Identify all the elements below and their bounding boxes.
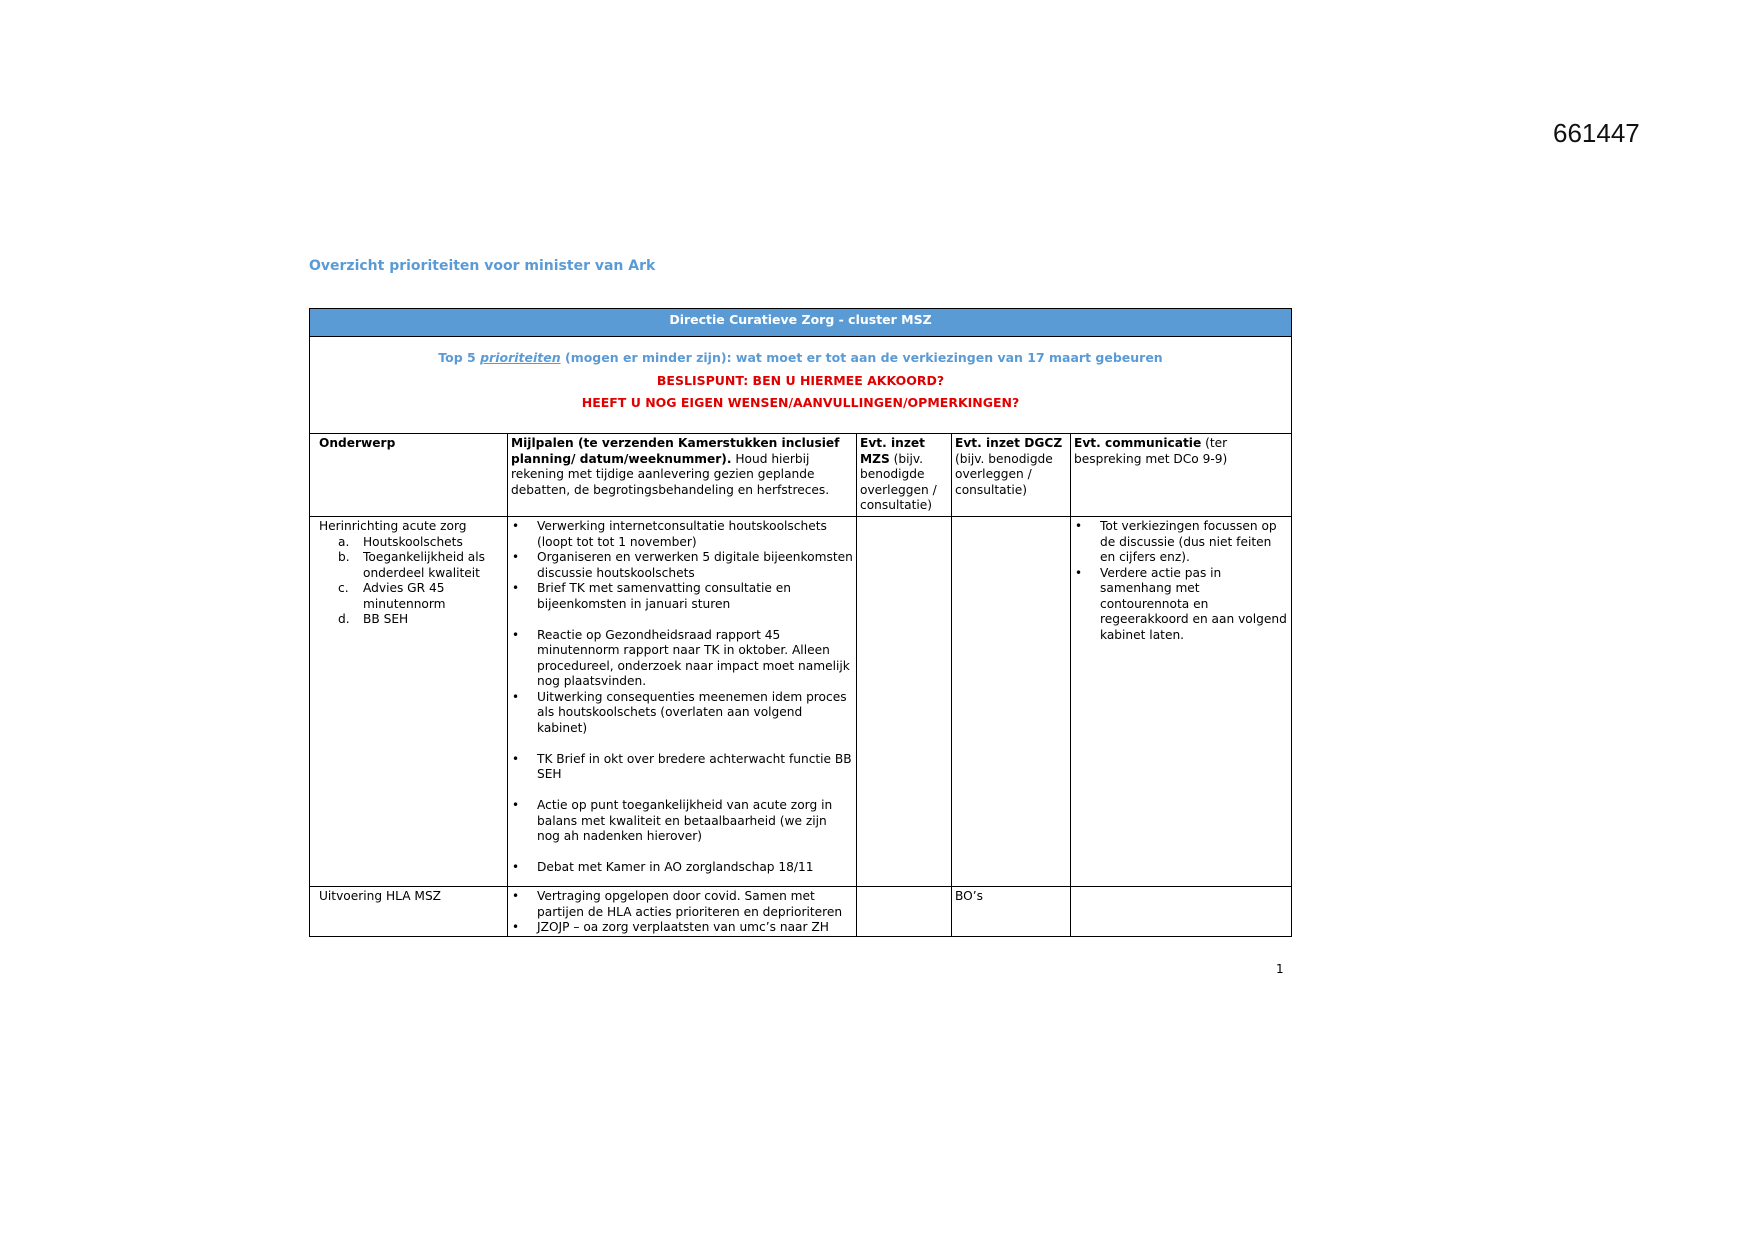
- list-item: • Organiseren en verwerken 5 digitale bijeenkomsten discussie houtskoolschets: [537, 550, 853, 581]
- header-topic: Onderwerp: [310, 434, 508, 517]
- table-row: [310, 887, 1292, 937]
- list-item: • Uitwerking consequenties meenemen idem proces als houtskoolschets (overlaten aan volgend kabinet): [537, 690, 853, 737]
- topic-cell: Uitvoering HLA MSZ: [310, 887, 508, 937]
- list-item: b. Toegankelijkheid als onderdeel kwaliteit: [338, 550, 486, 580]
- dgcz-cell: BO’s: [952, 887, 1071, 937]
- dgcz-cell: [952, 517, 1071, 887]
- list-item: • Brief TK met samenvatting consultatie en bijeenkomsten in januari sturen: [537, 581, 853, 612]
- document-heading: Overzicht prioriteiten voor minister van Ark: [309, 258, 656, 274]
- list-item: • JZOJP – oa zorg verplaatsten van umc’s naar ZH: [537, 920, 853, 936]
- milestones-cell: [508, 887, 857, 937]
- wishes-question: HEEFT U NOG EIGEN WENSEN/AANVULLINGEN/OPMERKINGEN?: [581, 395, 1020, 410]
- list-item: • Actie op punt toegankelijkheid van acute zorg in balans met kwaliteit en betaalbaarheid (we zijn nog ah nadenken hierover): [537, 798, 853, 845]
- topic-cell: Herinrichting acute zorg a. Houtskoolschets b. Toegankelijkheid als onderdeel kwaliteit c. Advies GR 45 minutennorm d. BB SEH: [310, 517, 508, 887]
- priorities-intro: [310, 337, 1292, 434]
- header-milestones: Mijlpalen (te verzenden Kamerstukken inclusief planning/ datum/weeknummer). Houd hierbij rekening met tijdige aanlevering gezien geplande debatten, de begrotingsbehandeling en herfstreces.: [508, 434, 857, 517]
- priorities-table: [309, 308, 1292, 937]
- list-item: d. BB SEH: [338, 612, 409, 626]
- header-mzs: Evt. inzet MZS (bijv. benodigde overleggen / consultatie): [857, 434, 952, 517]
- mzs-cell: [857, 887, 952, 937]
- page-number: 1: [1276, 962, 1284, 976]
- list-item: c. Advies GR 45 minutennorm: [338, 581, 446, 611]
- communication-list: [1074, 519, 1288, 643]
- list-item: • Vertraging opgelopen door covid. Samen met partijen de HLA acties prioriteren en deprioriteren: [537, 889, 853, 920]
- communication-cell: [1071, 517, 1292, 887]
- list-item: • Reactie op Gezondheidsraad rapport 45 minutennorm rapport naar TK in oktober. Alleen procedureel, onderzoek naar impact moet namelijk nog plaatsvinden.: [537, 628, 853, 690]
- communication-cell: [1071, 887, 1292, 937]
- header-communication: Evt. communicatie (ter bespreking met DCo 9-9): [1071, 434, 1292, 517]
- list-item: • Verwerking internetconsultatie houtskoolschets (loopt tot tot 1 november): [537, 519, 853, 550]
- table-row: [310, 517, 1292, 887]
- top5-line: Top 5 prioriteiten (mogen er minder zijn): wat moet er tot aan de verkiezingen van 17 maart gebeuren: [438, 350, 1163, 365]
- milestones-cell: [508, 517, 857, 887]
- header-row: [310, 434, 1292, 517]
- table-banner: Directie Curatieve Zorg - cluster MSZ: [310, 309, 1292, 337]
- mzs-cell: [857, 517, 952, 887]
- list-item: • Tot verkiezingen focussen op de discussie (dus niet feiten en cijfers enz).: [1100, 519, 1288, 566]
- list-item: • TK Brief in okt over bredere achterwacht functie BB SEH: [537, 752, 853, 783]
- header-dgcz: Evt. inzet DGCZ (bijv. benodigde overleggen / consultatie): [952, 434, 1071, 517]
- list-item: a. Houtskoolschets: [338, 534, 463, 549]
- document-id: 661447: [1553, 118, 1640, 148]
- milestone-list: [511, 519, 853, 876]
- decision-point: BESLISPUNT: BEN U HIERMEE AKKOORD?: [656, 372, 945, 388]
- milestone-list: [511, 889, 853, 936]
- list-item: • Verdere actie pas in samenhang met contourennota en regeerakkoord en aan volgend kabinet laten.: [1100, 566, 1288, 644]
- list-item: • Debat met Kamer in AO zorglandschap 18/11: [537, 860, 853, 876]
- subitem-list: [313, 535, 504, 628]
